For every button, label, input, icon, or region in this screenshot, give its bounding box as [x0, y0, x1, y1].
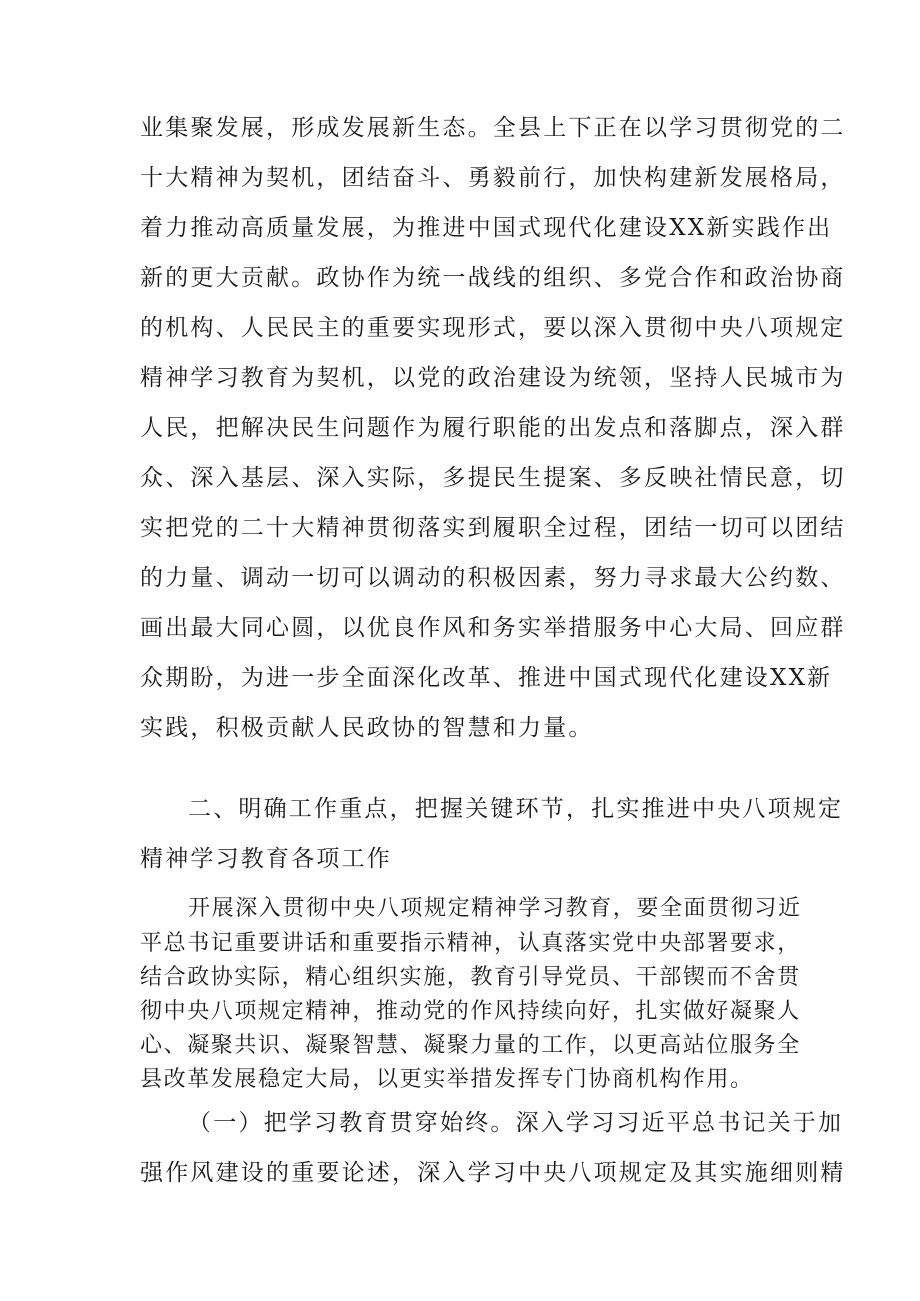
- paragraph-3-line-1: （一）把学习教育贯穿始终。深入学习习近平总书记关于加: [188, 1110, 844, 1136]
- paragraph-1-line-7: 人民，把解决民生问题作为履行职能的出发点和落脚点，深入群: [140, 415, 846, 441]
- paragraph-1-line-9: 实把党的二十大精神贯彻落实到履职全过程，团结一切可以团结: [140, 515, 846, 541]
- section-heading-line-1: 二、明确工作重点，把握关键环节，扎实推进中央八项规定: [188, 796, 844, 822]
- paragraph-1-line-6: 精神学习教育为契机，以党的政治建设为统领，坚持人民城市为: [140, 365, 846, 391]
- paragraph-2-line-5: 心、凝聚共识、凝聚智慧、凝聚力量的工作，以更高站位服务全: [140, 1033, 801, 1058]
- section-heading-line-2: 精神学习教育各项工作: [140, 846, 392, 872]
- paragraph-1-line-4: 新的更大贡献。政协作为统一战线的组织、多党合作和政治协商: [140, 265, 846, 291]
- paragraph-1-line-12: 众期盼，为进一步全面深化改革、推进中国式现代化建设XX新: [140, 665, 833, 691]
- paragraph-1-line-5: 的机构、人民民主的重要实现形式，要以深入贯彻中央八项规定: [140, 315, 846, 341]
- paragraph-2-line-2: 平总书记重要讲话和重要指示精神，认真落实党中央部署要求，: [140, 931, 801, 956]
- paragraph-2-line-3: 结合政协实际，精心组织实施，教育引导党员、干部锲而不舍贯: [140, 965, 801, 990]
- paragraph-1-line-1: 业集聚发展，形成发展新生态。全县上下正在以学习贯彻党的二: [140, 115, 846, 141]
- paragraph-1-line-13: 实践，积极贡献人民政协的智慧和力量。: [140, 715, 594, 741]
- paragraph-2-line-1: 开展深入贯彻中央八项规定精神学习教育，要全面贯彻习近: [188, 896, 802, 921]
- paragraph-2-line-6: 县改革发展稳定大局，以更实举措发挥专门协商机构作用。: [140, 1067, 754, 1092]
- paragraph-1-line-8: 众、深入基层、深入实际，多提民生提案、多反映社情民意，切: [140, 465, 846, 491]
- paragraph-1-line-2: 十大精神为契机，团结奋斗、勇毅前行，加快构建新发展格局，: [140, 165, 846, 191]
- paragraph-1-line-11: 画出最大同心圆，以优良作风和务实举措服务中心大局、回应群: [140, 615, 846, 641]
- paragraph-1-line-3: 着力推动高质量发展，为推进中国式现代化建设XX新实践作出: [140, 215, 833, 241]
- paragraph-1-line-10: 的力量、调动一切可以调动的积极因素，努力寻求最大公约数、: [140, 565, 846, 591]
- paragraph-3-line-2: 强作风建设的重要论述，深入学习中央八项规定及其实施细则精: [140, 1160, 846, 1186]
- paragraph-2-line-4: 彻中央八项规定精神，推动党的作风持续向好，扎实做好凝聚人: [140, 999, 801, 1024]
